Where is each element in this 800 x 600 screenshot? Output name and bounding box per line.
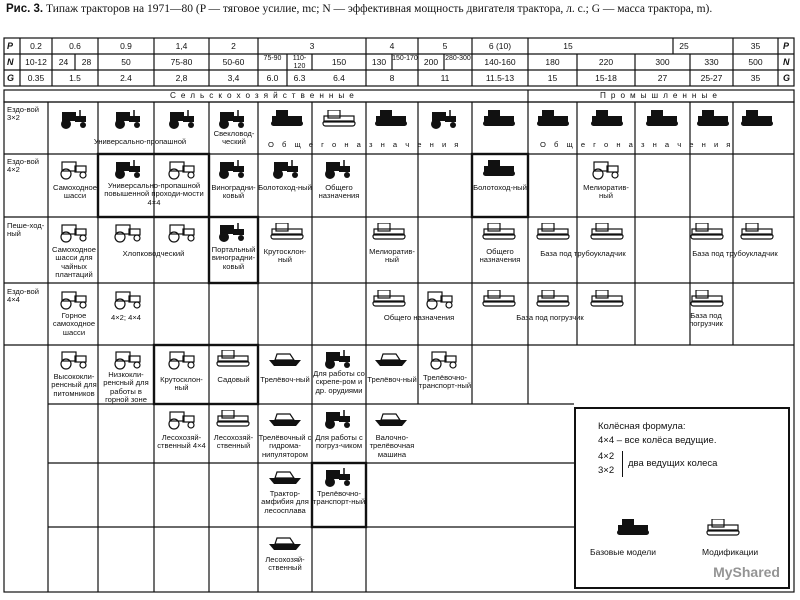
label-cotton: Хлопководческий (122, 249, 185, 258)
label-pipelayer-2: База под трубоукладчик (692, 249, 778, 258)
label-portal: Портальный виноградни-ковый (211, 245, 256, 271)
p-value: 15 (563, 41, 573, 51)
figure-title: Типаж тракторов на 1971—80 (P — тяговое усилие, mc; N — эффективная мощность двигателя трактора, л. с.; G — масса трактора, m). (46, 3, 713, 15)
label-skidder-2: Трелёвоч-ный (367, 375, 417, 384)
g-value: 8 (389, 73, 395, 83)
label-amphibian: Трактор-амфибия для лесосплава (261, 489, 309, 515)
legend-two-drive: два ведущих колеса (628, 458, 718, 469)
low-clearance-tractor-icon (112, 350, 146, 370)
tractor-wheeled-icon (166, 110, 200, 130)
label-loader: База под погрузчик (516, 313, 584, 322)
chassis-icon (58, 160, 92, 180)
n-value: 140-160 (484, 57, 516, 67)
tractor-crawler-icon (696, 110, 730, 130)
label-swamp-ind: Болотоход-ный (473, 183, 527, 192)
high-clearance-tractor-icon (58, 350, 92, 370)
tractor-wheeled-icon (270, 160, 304, 180)
tractor-crawler-icon (740, 110, 774, 130)
g-value: 25-27 (700, 73, 723, 83)
skidder-icon (374, 350, 408, 370)
label-universal: Универсально-пропашной (93, 137, 187, 146)
label-highclear: Высококли-ренсный для питомников (51, 372, 97, 398)
label-pipelayer: База под трубоукладчик (540, 249, 626, 258)
tractor-crawler-icon (536, 110, 570, 130)
row-label-p: P (7, 41, 14, 51)
scraper-tractor-icon (322, 350, 356, 370)
base-model-icon (616, 519, 650, 539)
feller-skidder-icon (374, 410, 408, 430)
n-value: 75-80 (170, 57, 193, 67)
tractor-crawler-icon (374, 110, 408, 130)
tractor-wheeled-icon (112, 290, 146, 310)
tractor-wheeled-icon (58, 110, 92, 130)
pipelayer-base-icon (740, 223, 774, 243)
tractor-wheeled-icon (428, 110, 462, 130)
legend-line-1: 4×4 – все колёса ведущие. (598, 435, 717, 446)
label-manipulator: Трелёвочный с гидрома-нипулятором (258, 433, 312, 459)
reclamation-tractor-icon (372, 223, 412, 243)
slope-tractor-icon (166, 350, 200, 370)
n-value: 150-170 (392, 55, 418, 62)
label-skidder: Трелёвоч-ный (260, 375, 310, 384)
side-label-walking: Пеше-ход-ный (7, 221, 45, 239)
slope-tractor-icon (270, 223, 304, 243)
label-loader-2: База под погрузчик (689, 311, 723, 329)
p-value: 0.9 (120, 41, 132, 51)
loader-base-icon (536, 290, 570, 310)
forest-tractor-icon (166, 410, 200, 430)
g-value: 35 (750, 73, 761, 83)
tractor-crawler-icon (270, 110, 304, 130)
label-slope: Крутосклон-ный (263, 247, 307, 265)
tractor-wheeled-icon (112, 160, 146, 180)
pipelayer-base-icon (536, 223, 570, 243)
g-value: 3,4 (227, 73, 240, 83)
tractor-wheeled-icon (112, 223, 146, 243)
label-feller: Валочно-трелёвочная машина (369, 433, 415, 459)
label-mountain: Горное самоходное шасси (52, 311, 96, 337)
tractor-wheeled-icon (322, 160, 356, 180)
g-value: 15-18 (595, 73, 617, 83)
legend-box (574, 407, 790, 589)
loader-tractor-icon (322, 410, 356, 430)
label-skid-trans: Трелёвочно-транспорт-ный (418, 373, 472, 391)
p-value: 25 (679, 41, 689, 51)
tractor-crawler-icon (372, 290, 406, 310)
skidder-transport-icon (322, 468, 356, 488)
n-value: 28 (81, 57, 92, 67)
p-value: 3 (309, 41, 315, 51)
label-loader-work: Для работы с погруз-чиком (315, 433, 363, 451)
n-value: 24 (58, 57, 69, 67)
p-value: 4 (389, 41, 395, 51)
row-label-g: G (7, 73, 15, 83)
g-value: 2.4 (120, 73, 132, 83)
n-value: 50 (121, 57, 131, 67)
g-value: 27 (657, 73, 668, 83)
loader-base-icon (690, 290, 724, 310)
legend-mod: Модификации (702, 547, 759, 557)
n-value: 110-120 (292, 55, 307, 70)
label-beet: Свекловод-ческий (213, 129, 255, 147)
p-value: 0.2 (30, 41, 42, 51)
n-value: 200 (423, 57, 439, 67)
label-reclaim: Мелиоратив-ный (369, 247, 415, 265)
g-value: 6.0 (266, 73, 279, 83)
band-agricultural: Сельскохозяйственные (170, 91, 359, 100)
n-value: 500 (748, 57, 763, 67)
label-skid-trans: Трелёвочно-транспорт-ный (312, 489, 366, 507)
tractor-wheeled-icon (216, 160, 250, 180)
skidder-transport-icon (428, 350, 462, 370)
tractor-crawler-icon (482, 223, 516, 243)
forest-boat-tractor-icon (268, 534, 302, 554)
row-label-n: N (7, 57, 14, 67)
label-slope: Крутосклон-ный (160, 375, 203, 393)
side-label-4x4: Ездо-вой 4×4 (7, 287, 39, 305)
portal-tractor-icon (216, 223, 250, 243)
garden-tractor-icon (216, 350, 250, 370)
p-value: 1,4 (175, 41, 188, 51)
loader-base-icon (590, 290, 624, 310)
g-value: 15 (547, 73, 558, 83)
modification-icon (706, 519, 740, 539)
label-general-ind: О б щ е г о н а з н а ч е н и я (540, 140, 734, 149)
amphibian-tractor-icon (268, 468, 302, 488)
label-lowclear: Низкокли-ренсный для работы в горной зоне (103, 370, 149, 405)
label-general: Общего назначения (479, 247, 521, 265)
n-value: 330 (704, 57, 719, 67)
n-value: 150 (331, 57, 347, 67)
g-value: 6.3 (293, 73, 306, 83)
pipelayer-base-icon (690, 223, 724, 243)
label-tea: Самоходное шасси для чайных плантаций (52, 245, 96, 280)
g-value: 11 (440, 73, 450, 83)
tractor-crawler-icon (482, 160, 516, 180)
side-label-3x2: Ездо-вой 3×2 (7, 105, 39, 123)
n-value: 130 (371, 57, 387, 67)
g-value: 6.4 (333, 73, 345, 83)
tractor-wheeled-icon (166, 160, 200, 180)
tractor-crawler-icon (322, 110, 356, 130)
label-swamp: Болотоход-ный (258, 183, 312, 192)
tractor-wheeled-icon (424, 290, 458, 310)
watermark: MyShared (713, 564, 780, 580)
g-value: 11.5-13 (485, 73, 515, 83)
legend-4x2: 4×2 (598, 451, 615, 462)
row-label-p-right: P (783, 41, 790, 51)
label-forest-4x4: Лесохозяй-ственный 4×4 (157, 433, 206, 451)
n-value: 75-90 (263, 55, 282, 62)
pipelayer-base-icon (590, 223, 624, 243)
tractor-wheeled-icon (166, 223, 200, 243)
band-industrial: Промышленные (600, 91, 722, 100)
side-label-4x2: Ездо-вой 4×2 (7, 157, 39, 175)
label-forest: Лесохозяй-ственный (265, 555, 305, 573)
n-value: 280-300 (445, 55, 471, 62)
tea-chassis-icon (58, 223, 92, 243)
label-selfprop: Самоходное шасси (53, 183, 97, 201)
mountain-chassis-icon (58, 290, 92, 310)
reclamation-tractor-icon (590, 160, 624, 180)
label-forest: Лесохозяй-ственный (213, 433, 254, 451)
skidder-icon (268, 350, 302, 370)
label-vineyard: Виноградни-ковый (211, 183, 256, 201)
label-reclaim: Мелиоратив-ный (583, 183, 629, 201)
label-wheel-formula: 4×2; 4×4 (111, 313, 141, 322)
p-value: 2 (231, 41, 236, 51)
forest-tractor-icon (216, 410, 250, 430)
n-value: 300 (655, 57, 670, 67)
p-value: 0.6 (69, 41, 81, 51)
label-general: Общего назначения (383, 313, 455, 322)
tractor-wheeled-icon (112, 110, 146, 130)
p-value: 35 (750, 41, 761, 51)
tractor-wheeled-icon (216, 110, 250, 130)
row-label-n-right: N (783, 57, 790, 67)
label-general-agri: О б щ е г о н а з н а ч е н и я (268, 140, 462, 149)
loader-base-icon (482, 290, 516, 310)
tractor-crawler-icon (590, 110, 624, 130)
legend-title: Колёсная формула: (598, 421, 686, 432)
manipulator-skidder-icon (268, 410, 302, 430)
p-value: 6 (10) (488, 41, 512, 51)
n-value: 180 (545, 57, 560, 67)
label-scraper: Для работы со скрепе-ром и др. орудиями (313, 369, 365, 395)
label-univ-high: Универсально-пропашной повышенной проходи-мости 4×4 (104, 181, 204, 207)
tractor-crawler-icon (645, 110, 679, 130)
label-general: Общего назначения (318, 183, 360, 201)
legend-bracket (622, 451, 623, 477)
label-garden: Садовый (217, 375, 250, 384)
g-value: 2,8 (175, 73, 188, 83)
row-label-g-right: G (783, 73, 791, 83)
n-value: 10-12 (25, 57, 47, 67)
legend-3x2: 3×2 (598, 465, 615, 476)
tractor-crawler-icon (482, 110, 516, 130)
legend-base: Базовые модели (590, 547, 656, 557)
figure-number: Рис. 3. (6, 3, 44, 15)
g-value: 0.35 (27, 73, 45, 83)
n-value: 50-60 (222, 57, 245, 67)
p-value: 5 (442, 41, 448, 51)
n-value: 220 (598, 57, 614, 67)
g-value: 1.5 (69, 73, 81, 83)
